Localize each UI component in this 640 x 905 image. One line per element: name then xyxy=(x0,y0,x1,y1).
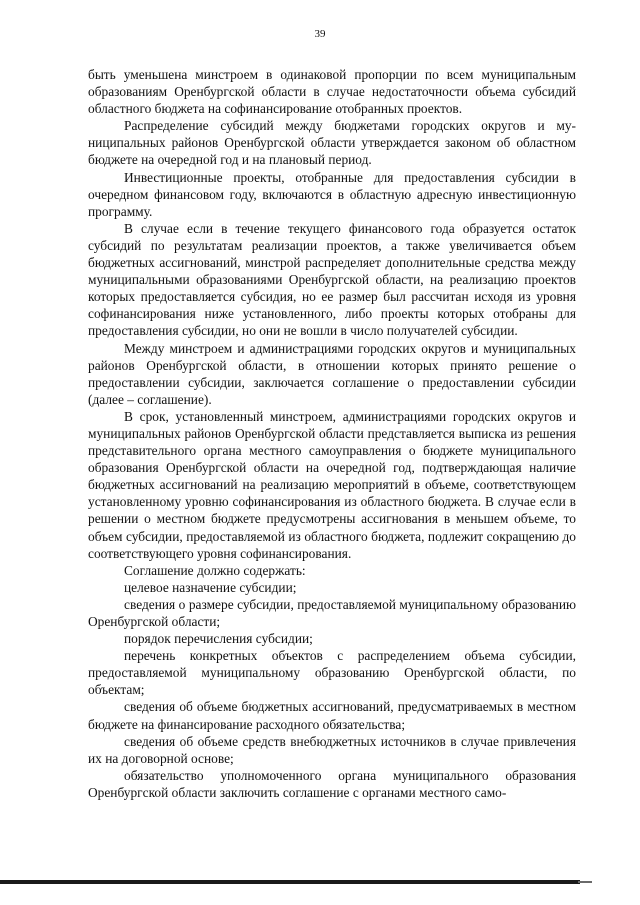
paragraph-budget-extract: В срок, установленный минстроем, администрациями городских округов и муниципальных районов Оренбургской области представляется выписка из решения представительного органа местного самоуправления о бюджете муниципального образования Оренбургской области на очередной год, подтверждающая наличие бюджетных ассигнований на реализацию мероприятий в объеме, соответствующем установленному уровню софинансирования из областного бюджета. В случае если в решении о местном бюджете предусмотрены ассигнования в меньшем объеме, то объем субсидии, предоставляемой из областного бюджета, подлежит сокращению до соответствующего уровня софинансирования. xyxy=(88,408,576,561)
list-item-transfer-order: порядок перечисления субсидии; xyxy=(124,631,313,647)
document-body xyxy=(88,66,576,801)
paragraph-agreement: Между минстроем и администрациями городских округов и муниципальных районов Оренбургской области, в отношении которых принято решение о предоставлении субсидии, заключается соглашение о предоставлении субсидии (далее – соглашение). xyxy=(88,340,576,407)
list-item-obligation: обязательство уполномоченного органа муниципального образования Оренбургской области заключить соглашение с органами местного само- xyxy=(88,767,576,800)
list-item-local-budget: сведения об объеме бюджетных ассигнований, предусматриваемых в местном бюджете на финансирование расходного обязательства; xyxy=(88,699,576,732)
scan-edge-bar xyxy=(0,880,580,884)
list-item-purpose: целевое назначение субсидии; xyxy=(124,579,297,595)
paragraph-remaining-subsidies: В случае если в течение текущего финансового года образуется остаток субсидий по результатам реализации проектов, а также увеличивается объем бюджетных ассигнований, минстрой распределяет дополнительные средства между муниципальными образованиями Оренбургской области, на реализацию проектов которых предоставляется субсидия, но ее размер был рассчитан исходя из уровня софинансирования ниже установленного, либо проекты которых отобраны для предоставления субсидии, но они не вошли в число получателей субсидии. xyxy=(88,220,576,339)
paragraph-distribution: Распределение субсидий между бюджетами городских округов и муниципальных районов Оренбургской области утверждается законом об областном бюджете на очередной год и на плановый период. xyxy=(88,118,576,168)
paragraph-investment-projects: Инвестиционные проекты, отобранные для предоставления субсидии в очередном финансовом году, включаются в областную адресную инвестиционную программу. xyxy=(88,169,576,219)
paragraph-agreement-contents: Соглашение должно содержать: xyxy=(124,562,306,578)
page-number: 39 xyxy=(314,28,326,40)
list-item-amount: сведения о размере субсидии, предоставляемой муниципальному образованию Оренбургской области; xyxy=(88,596,576,629)
paragraph-continuation: быть уменьшена минстроем в одинаковой пропорции по всем муниципальным образованиям Оренбургской области в случае недостаточности объема субсидий областного бюджета на софинансирование отобранных проектов. xyxy=(88,67,576,117)
list-item-objects: перечень конкретных объектов с распределением объема субсидии, предоставляемой муниципальному образованию Оренбургской области, по объектам; xyxy=(88,648,576,698)
list-item-extrabudgetary: сведения об объеме средств внебюджетных источников в случае привлечения их на договорной основе; xyxy=(88,733,576,766)
